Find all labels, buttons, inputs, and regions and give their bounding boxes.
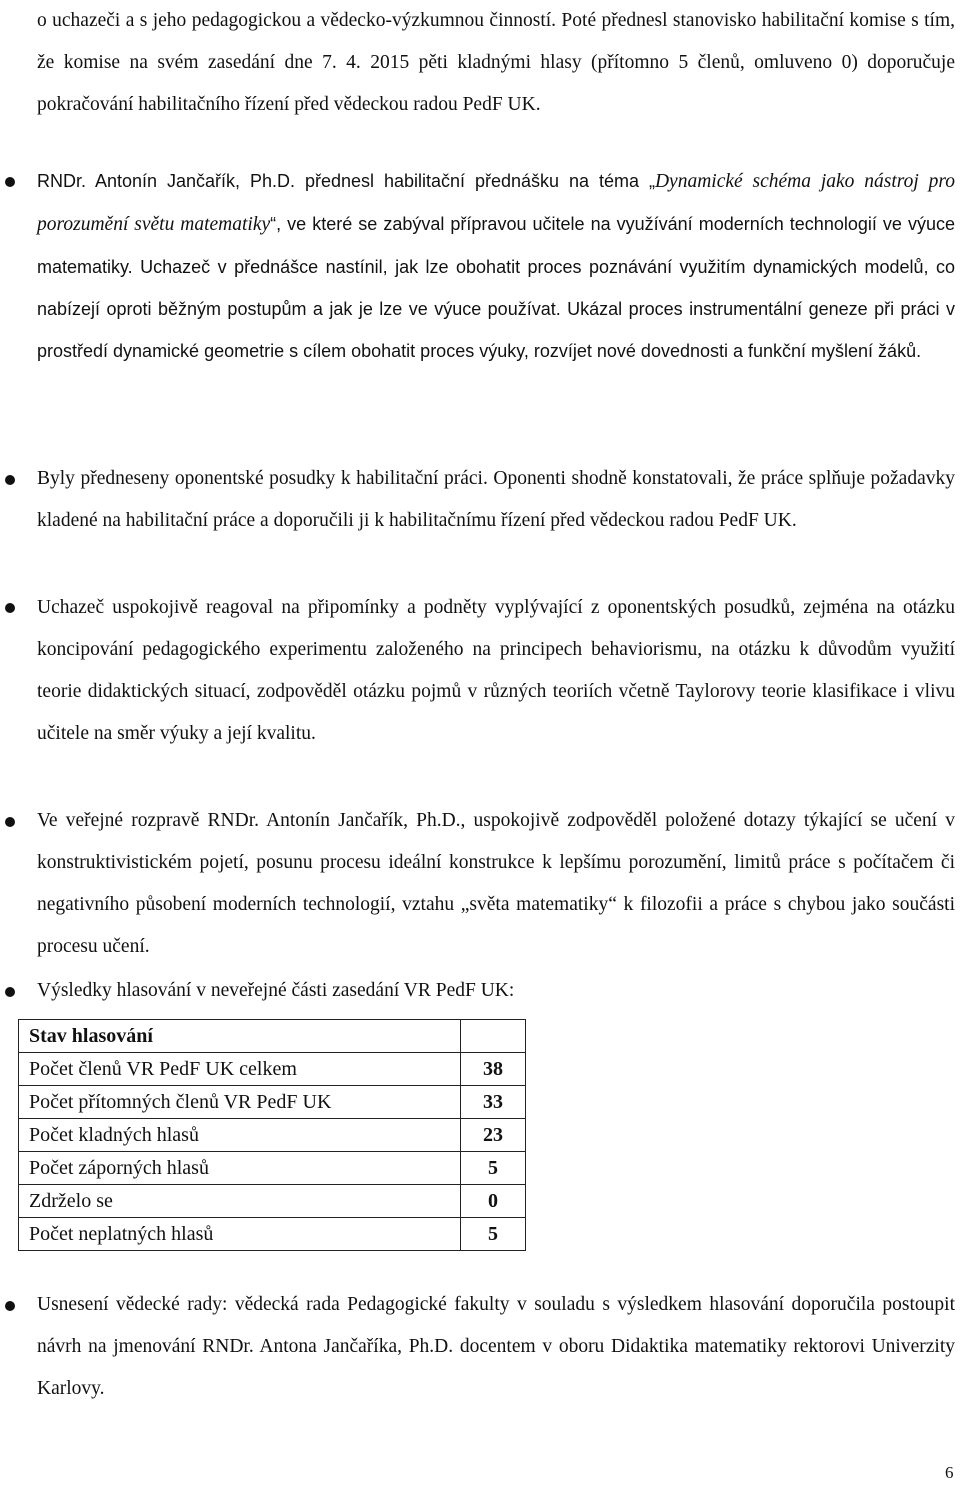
bullet-icon [5,603,15,613]
row-label: Počet neplatných hlasů [19,1218,461,1251]
bullet-icon [5,475,15,485]
row-value: 5 [461,1152,526,1185]
bullet-icon [5,817,15,827]
bullet-icon [5,1301,15,1311]
lecture-title: Dynamické schéma jako nástroj pro porozumění světu matematiky [37,171,955,235]
bullet-icon [5,987,15,997]
row-label: Počet přítomných členů VR PedF UK [19,1086,461,1119]
lecture-text-start: RNDr. Antonín Jančařík, Ph.D. přednesl habilitační přednášku na téma „ [37,171,655,191]
row-label: Zdrželo se [19,1185,461,1218]
table-header-value [461,1020,526,1053]
table-row [19,1053,526,1086]
row-label: Počet záporných hlasů [19,1152,461,1185]
row-value: 38 [461,1053,526,1086]
bullet-icon [5,177,15,187]
table-header-row [19,1020,526,1053]
row-value: 33 [461,1086,526,1119]
row-label: Počet členů VR PedF UK celkem [19,1053,461,1086]
paragraph-candidate-response: Uchazeč uspokojivě reagoval na připomínky a podněty vyplývající z oponentských posudků, zejména na otázku koncipování pedagogického experimentu založeného na principech behaviorismu, na otázku k důvodům využití teorie didaktických situací, zodpověděl otázku pojmů v různých teoriích včetně Taylorovy teorie klasifikace i vlivu učitele na směr výuky a její kvalitu. [37,597,955,744]
paragraph-opponent-reviews: Byly předneseny oponentské posudky k habilitační práci. Oponenti shodně konstatovali, že práce splňuje požadavky kladené na habilitační práce a doporučili ji k habilitačnímu řízení před vědeckou radou PedF UK. [37,468,955,531]
table-row [19,1218,526,1251]
paragraph-council-resolution: Usnesení vědecké rady: vědecká rada Pedagogické fakulty v souladu s výsledkem hlasování doporučila postoupit návrh na jmenování RNDr. Antona Jančaříka, Ph.D. docentem v oboru Didaktika matematiky rektorovi Univerzity Karlovy. [37,1294,955,1399]
page-number: 6 [945,1463,954,1482]
row-value: 0 [461,1185,526,1218]
table-header-label: Stav hlasování [19,1020,461,1053]
table-row [19,1185,526,1218]
voting-results-table [18,1019,526,1251]
paragraph-commission-opinion: o uchazeči a s jeho pedagogickou a vědecko-výzkumnou činností. Poté přednesl stanovisko habilitační komise s tím, že komise na svém zasedání dne 7. 4. 2015 pěti kladnými hlasy (přítomno 5 členů, omluveno 0) doporučuje pokračování habilitačního řízení před vědeckou radou PedF UK. [37,10,955,115]
table-row [19,1152,526,1185]
row-value: 5 [461,1218,526,1251]
table-row [19,1086,526,1119]
paragraph-voting-results-intro: Výsledky hlasování v neveřejné části zasedání VR PedF UK: [37,980,515,1001]
paragraph-public-debate: Ve veřejné rozpravě RNDr. Antonín Jančařík, Ph.D., uspokojivě zodpověděl položené dotazy týkající se učení v konstruktivistickém pojetí, posunu procesu ideální konstrukce k lepšímu porozumění, limitů práce s počítačem či negativního působení moderních technologií, vztahu „světa matematiky“ k filozofii a práce s chybou jako součásti procesu učení. [37,810,955,957]
table-row [19,1119,526,1152]
lecture-text-end: “, ve které se zabýval přípravou učitele na využívání moderních technologií ve výuce matematiky. Uchazeč v přednášce nastínil, jak lze obohatit proces poznávání využitím dynamických modelů, co nabízejí oproti běžným postupům a jak je lze ve výuce používat. Ukázal proces instrumentální geneze při práci v prostředí dynamické geometrie s cílem obohatit proces výuky, rozvíjet nové dovednosti a funkční myšlení žáků. [37,214,955,361]
row-label: Počet kladných hlasů [19,1119,461,1152]
paragraph-habilitation-lecture [37,160,955,372]
row-value: 23 [461,1119,526,1152]
